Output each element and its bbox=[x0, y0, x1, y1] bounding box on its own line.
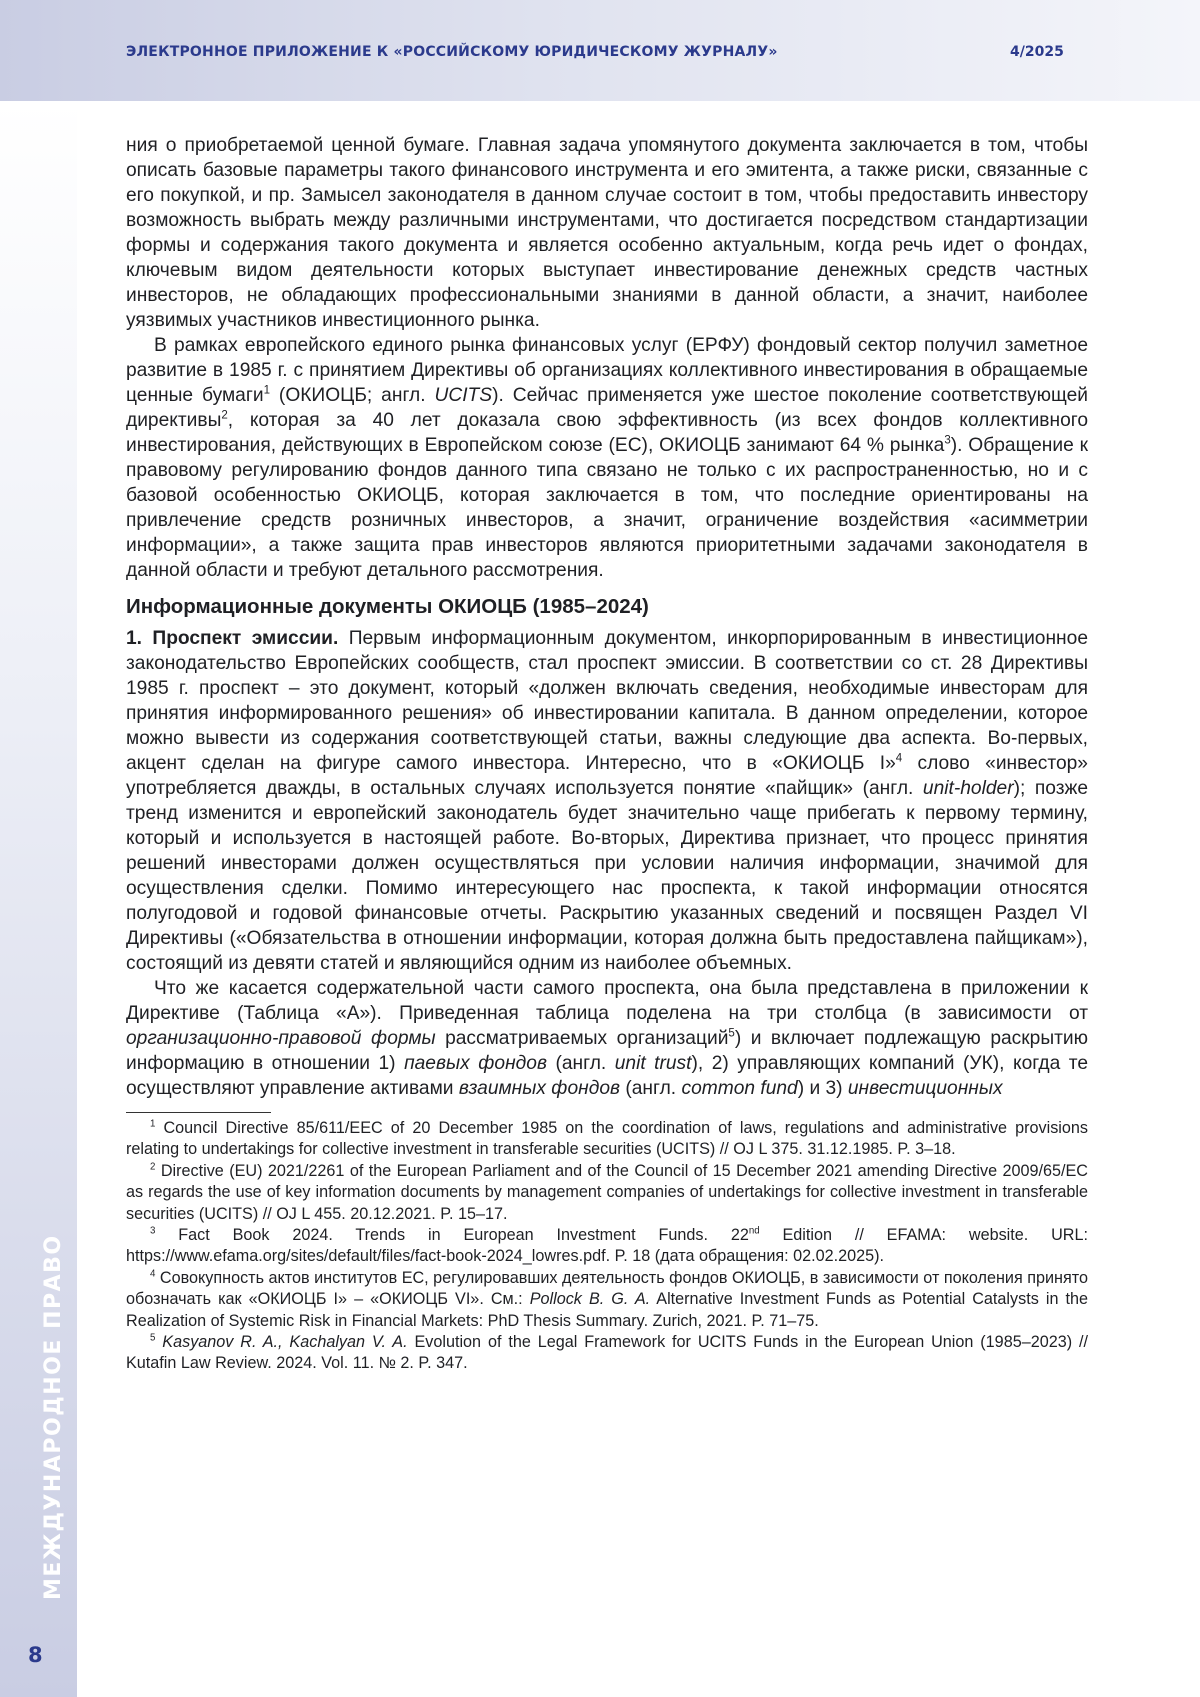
text-run: ) и 3) bbox=[798, 1078, 848, 1099]
footnote-number: 3 bbox=[150, 1226, 155, 1237]
article-body bbox=[126, 133, 1088, 1375]
issue-number: 4/2025 bbox=[1010, 44, 1064, 60]
footnote-5 bbox=[126, 1332, 1088, 1375]
italic-term: UCITS bbox=[435, 385, 493, 406]
footnote-number: 4 bbox=[150, 1268, 155, 1279]
footnote-text: Alternative Investment Funds as Potential Catalysts in the Realization of Systemic Risk in Financial Markets: PhD Thesis Summary. Zurich, 2021. P. 71–75. bbox=[126, 1290, 1088, 1329]
footnote-number: 2 bbox=[150, 1161, 155, 1172]
ordinal-suffix: nd bbox=[749, 1226, 760, 1237]
text-run: рассматриваемых организаций bbox=[436, 1028, 729, 1049]
text-run: ). Сейчас применяется уже шестое поколение соответствующей директивы bbox=[126, 385, 1088, 431]
citation-author: Kasyanov R. A., Kachalyan V. A. bbox=[162, 1333, 407, 1351]
text-run: слово «инвестор» употребляется дважды, в остальных случаях используется понятие «пайщик» (англ. bbox=[126, 753, 1088, 799]
page-number: 8 bbox=[28, 1643, 43, 1667]
text-run: ) и включает подлежащую раскрытию информацию в отношении 1) bbox=[126, 1028, 1088, 1074]
footnote-text: Fact Book 2024. Trends in European Investment Funds. 22 bbox=[155, 1226, 748, 1244]
text-run: ). Обращение к правовому регулированию фондов данного типа связано не только с их распространенностью, но и с базовой особенностью ОКИОЦБ, которая заключается в том, что последние ориентированы на привлечение средств розничных инвесторов, а значит, ограничение воздействия «асимметрии информации», а также защита прав инвесторов являются приоритетными задачами законодателя в данной области и требуют детального рассмотрения. bbox=[126, 435, 1088, 581]
footnote-ref[interactable]: 3 bbox=[944, 435, 950, 447]
subsection-lead: 1. Проспект эмиссии. bbox=[126, 628, 338, 649]
journal-title: ЭЛЕКТРОННОЕ ПРИЛОЖЕНИЕ К «РОССИЙСКОМУ ЮРИДИЧЕСКОМУ ЖУРНАЛУ» bbox=[126, 44, 778, 60]
footnote-ref[interactable]: 4 bbox=[896, 753, 902, 765]
italic-term: организационно-правовой формы bbox=[126, 1028, 436, 1049]
text-run: В рамках европейского единого рынка финансовых услуг (ЕРФУ) фондовый сектор получил заметное развитие в 1985 г. с принятием Директивы об организациях коллективного инвестирования в обращаемые ценные бумаги bbox=[126, 335, 1088, 406]
italic-term: паевых фондов bbox=[404, 1053, 547, 1074]
paragraph: ния о приобретаемой ценной бумаге. Главная задача упомянутого документа заключается в том, чтобы описать базовые параметры такого финансового инструмента и его эмитента, а также риски, связанные с его покупкой, и пр. Замысел законодателя в данном случае состоит в том, чтобы предоставить инвестору возможность выбрать между различными инструментами, что достигается посредством стандартизации формы и содержания такого документа и является особенно актуальным, когда речь идет о фондах, ключевым видом деятельности которых выступает инвестирование денежных средств частных инвесторов, не обладающих профессиональными знаниями в данной области, а значит, наиболее уязвимых участников инвестиционного рынка. bbox=[126, 133, 1088, 333]
footnote-ref[interactable]: 5 bbox=[728, 1028, 734, 1040]
italic-term: unit trust bbox=[615, 1053, 692, 1074]
footnote-text: Directive (EU) 2021/2261 of the European Parliament and of the Council of 15 December 2021 amending Directive 2009/65/EC as regards the use of key information documents by management companies of undertakings for collective investment in transferable securities (UCITS) // OJ L 455. 20.12.2021. P. 15–17. bbox=[126, 1162, 1088, 1223]
footnote-number: 5 bbox=[150, 1333, 155, 1344]
text-run: ); позже тренд изменится и европейский законодатель будет значительно чаще прибегать к первому термину, который и используется в настоящей работе. Во-вторых, Директива признает, что процесс принятия решений инвесторами должен осуществляться при условии наличия информации, значимой для осуществления сделки. Помимо интересующего нас проспекта, к такой информации относятся полугодовой и годовой финансовые отчеты. Раскрытию указанных сведений и посвящен Раздел VI Директивы («Обязательства в отношении информации, которая должна быть предоставлена пайщикам»), состоящий из девяти статей и являющийся одним из наиболее объемных. bbox=[126, 778, 1088, 974]
text-run: (англ. bbox=[547, 1053, 615, 1074]
text-run: Что же касается содержательной части самого проспекта, она была представлена в приложении к Директиве (Таблица «А»). Приведенная таблица поделена на три столбца (в зависимости от bbox=[126, 978, 1088, 1024]
section-heading: Информационные документы ОКИОЦБ (1985–2024) bbox=[126, 594, 1088, 620]
footnote-divider bbox=[126, 1112, 271, 1113]
footnote-text: Совокупность актов институтов ЕС, регулировавших деятельность фондов ОКИОЦБ, в зависимости от поколения принято обозначать как «ОКИОЦБ I» – «ОКИОЦБ VI». См.: bbox=[126, 1269, 1088, 1308]
paragraph bbox=[126, 626, 1088, 976]
footnote-2 bbox=[126, 1161, 1088, 1225]
text-run: (ОКИОЦБ; англ. bbox=[270, 385, 435, 406]
footnote-text: Edition // EFAMA: website. URL: https://www.efama.org/sites/default/files/fact-book-2024_lowres.pdf. P. 18 (дата обращения: 02.02.2025). bbox=[126, 1226, 1088, 1265]
text-run: ), 2) управляющих компаний (УК), когда те осуществляют управление активами bbox=[126, 1053, 1088, 1099]
footnote-4 bbox=[126, 1268, 1088, 1332]
italic-term: unit-holder bbox=[923, 778, 1014, 799]
italic-term: взаимных фондов bbox=[459, 1078, 620, 1099]
footnote-ref[interactable]: 1 bbox=[264, 385, 270, 397]
footnote-number: 1 bbox=[150, 1119, 155, 1130]
paragraph bbox=[126, 333, 1088, 583]
citation-author: Pollock B. G. A. bbox=[530, 1290, 650, 1308]
footnote-3 bbox=[126, 1225, 1088, 1268]
text-run: , которая за 40 лет доказала свою эффективность (из всех фондов коллективного инвестирования, действующих в Европейском союзе (ЕС), ОКИОЦБ занимают 64 % рынка bbox=[126, 410, 1088, 456]
text-run: Первым информационным документом, инкорпорированным в инвестиционное законодательство Европейских сообществ, стал проспект эмиссии. В соответствии со ст. 28 Директивы 1985 г. проспект – это документ, который «должен включать сведения, необходимые инвесторам для принятия информированного решения» об инвестировании капитала. В данном определении, которое можно вывести из содержания соответствующей статьи, важны следующие два аспекта. Во-первых, акцент сделан на фигуре самого инвестора. Интересно, что в «ОКИОЦБ I» bbox=[126, 628, 1088, 774]
footnote-text: Council Directive 85/611/EEC of 20 December 1985 on the coordination of laws, regulations and administrative provisions relating to undertakings for collective investment in transferable securities (UCITS) // OJ L 375. 31.12.1985. P. 3–18. bbox=[126, 1119, 1088, 1158]
footnote-text: Evolution of the Legal Framework for UCITS Funds in the European Union (1985–2023) // Kutafin Law Review. 2024. Vol. 11. № 2. P. 347. bbox=[126, 1333, 1088, 1372]
paragraph bbox=[126, 976, 1088, 1101]
footnote-1 bbox=[126, 1118, 1088, 1161]
italic-term: инвестиционных bbox=[848, 1078, 1003, 1099]
footnote-ref[interactable]: 2 bbox=[221, 410, 227, 422]
section-title: МЕЖДУНАРОДНОЕ ПРАВО bbox=[41, 1234, 66, 1600]
text-run: (англ. bbox=[620, 1078, 681, 1099]
italic-term: common fund bbox=[681, 1078, 797, 1099]
